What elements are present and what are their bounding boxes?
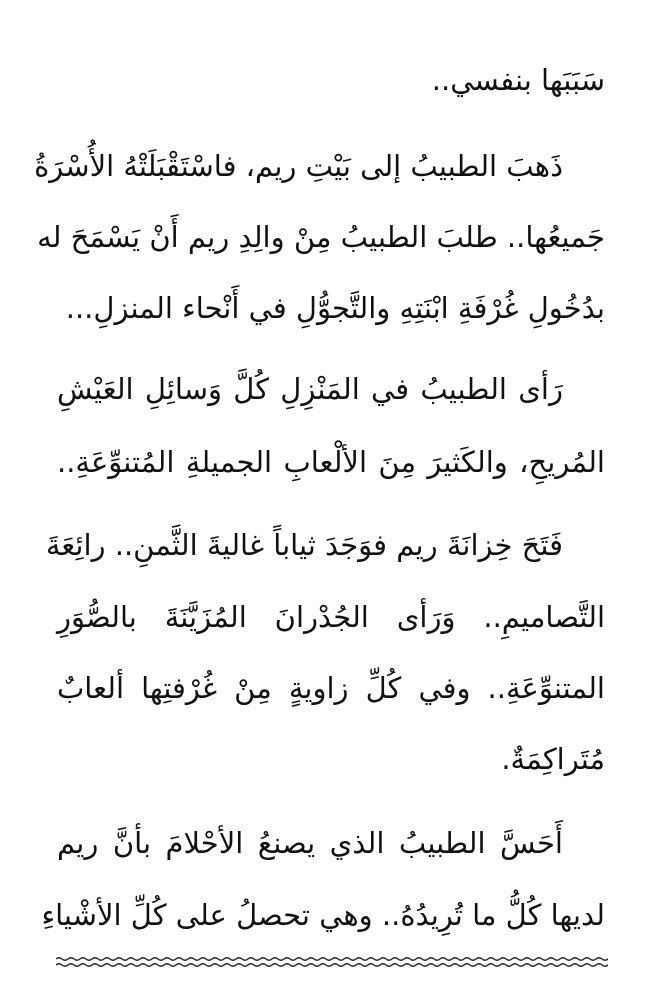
text-line: مُتَراكِمَةٌ. — [501, 742, 605, 776]
text-line: بدُخُولِ غُرْفَةِ ابْنَتِهِ والتَّجوُّلِ في أَنْحاء المنزلِ... — [65, 291, 605, 325]
text-line: أَحَسَّ الطبيبُ الذي يصنعُ الأحْلامَ بأنَّ ريم — [57, 826, 563, 860]
text-line: التَّصاميمِ.. وَرَأى الجُدْرانَ المُزَيَّنَةَ بالصُّوَرِ — [57, 600, 605, 634]
text-line: رَأى الطبيبُ في المَنْزِلِ كُلَّ وَسائِلِ العَيْشِ — [57, 372, 563, 406]
text-line: سَبَبَها بنفسي.. — [431, 63, 605, 97]
text-line: المتنوِّعَةِ.. وفي كُلِّ زاويةٍ مِنْ غُرْفتِها ألعابٌ — [57, 671, 605, 705]
text-line: لديها كُلُّ ما تُرِيدُهُ.. وهي تحصلُ على كُلِّ الأشْياءِ — [41, 898, 605, 932]
text-line: جَميعُها.. طلبَ الطبيبُ مِنْ والِدِ ريم أَنْ يَسْمَحَ له — [37, 220, 605, 254]
text-line: فَتَحَ خِزانَةَ ريم فوَجَدَ ثياباً غاليةَ الثَّمنِ.. رائِعَةَ — [45, 528, 563, 562]
text-line: المُريحِ، والكَثيرَ مِنَ الألْعابِ الجميلةِ المُتنوِّعَةِ.. — [57, 445, 605, 479]
text-line: ذَهبَ الطبيبُ إلى بَيْتِ ريم، فاسْتَقْبَلَتْهُ الأُسْرَةُ — [34, 149, 563, 183]
wavy-divider — [56, 955, 608, 969]
